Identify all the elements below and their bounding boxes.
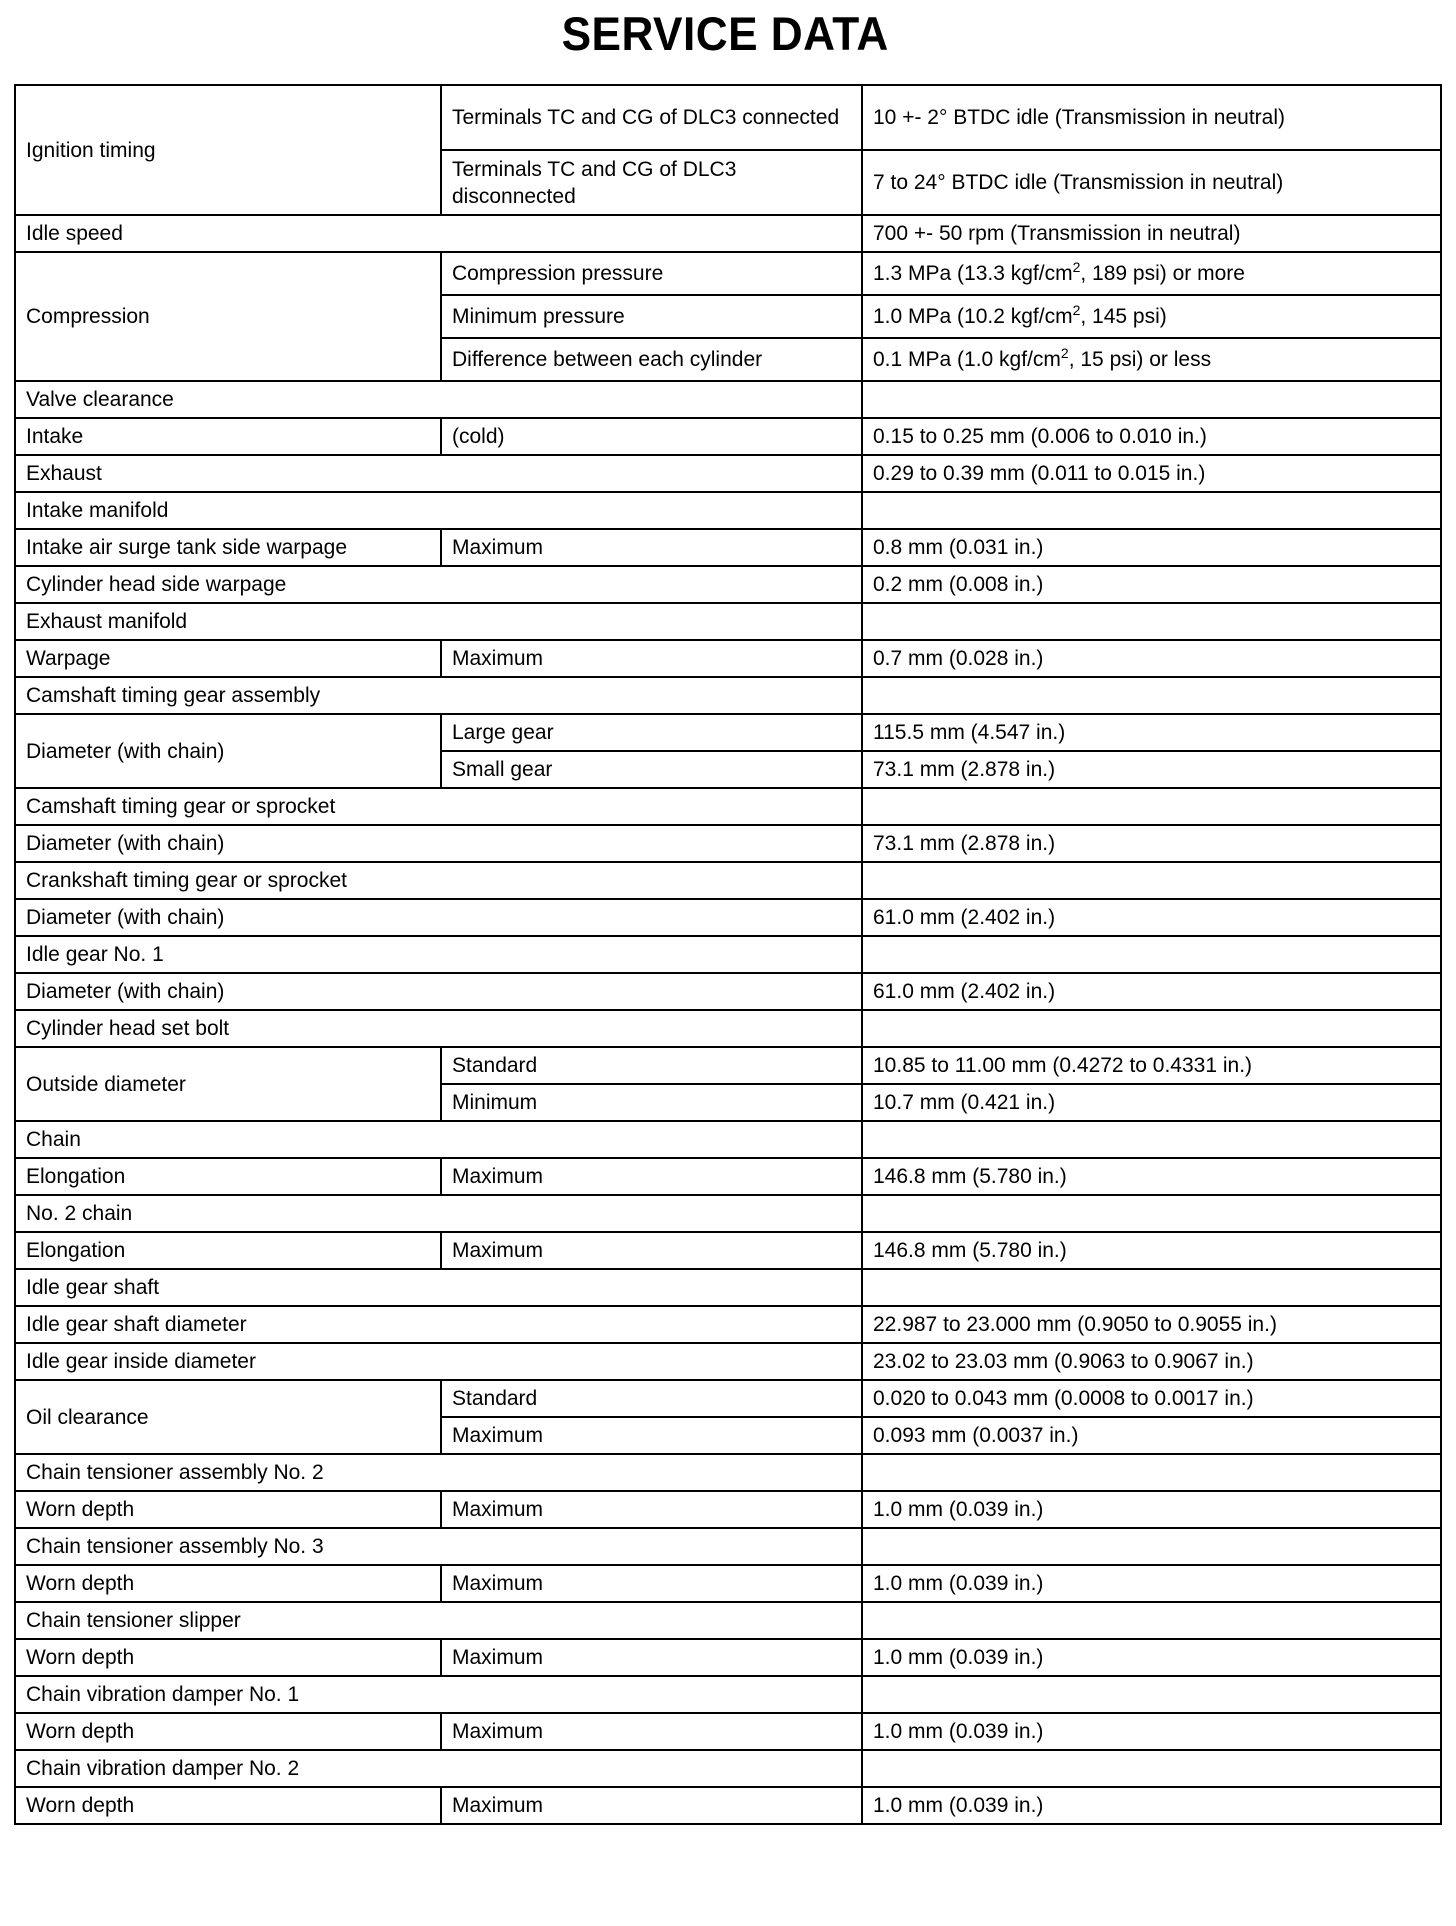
value-text: , 189 psi) or more <box>1080 262 1245 285</box>
row-label: Compression <box>15 252 441 381</box>
table-row <box>15 1232 1441 1269</box>
row-condition: Maximum <box>441 1565 862 1602</box>
table-row <box>15 1676 1441 1713</box>
row-condition: Difference between each cylinder <box>441 338 862 381</box>
row-value: 0.15 to 0.25 mm (0.006 to 0.010 in.) <box>862 418 1441 455</box>
row-value <box>862 338 1441 381</box>
table-row <box>15 1491 1441 1528</box>
superscript: 2 <box>1072 302 1081 318</box>
row-value: 0.093 mm (0.0037 in.) <box>862 1417 1441 1454</box>
section-heading: No. 2 chain <box>15 1195 862 1232</box>
row-value: 61.0 mm (2.402 in.) <box>862 973 1441 1010</box>
table-row <box>15 640 1441 677</box>
row-label: Cylinder head side warpage <box>15 566 862 603</box>
table-row <box>15 1454 1441 1491</box>
table-row <box>15 936 1441 973</box>
row-value: 1.0 mm (0.039 in.) <box>862 1639 1441 1676</box>
section-heading: Crankshaft timing gear or sprocket <box>15 862 862 899</box>
table-row <box>15 1010 1441 1047</box>
row-value <box>862 1121 1441 1158</box>
row-value: 1.0 mm (0.039 in.) <box>862 1713 1441 1750</box>
row-label: Elongation <box>15 1158 441 1195</box>
table-row <box>15 1343 1441 1380</box>
table-row <box>15 1158 1441 1195</box>
section-heading: Chain tensioner assembly No. 2 <box>15 1454 862 1491</box>
row-value: 22.987 to 23.000 mm (0.9050 to 0.9055 in.) <box>862 1306 1441 1343</box>
row-value: 10.85 to 11.00 mm (0.4272 to 0.4331 in.) <box>862 1047 1441 1084</box>
row-value <box>862 1195 1441 1232</box>
section-heading: Chain vibration damper No. 2 <box>15 1750 862 1787</box>
row-label: Worn depth <box>15 1565 441 1602</box>
row-condition: Large gear <box>441 714 862 751</box>
row-value <box>862 1676 1441 1713</box>
row-value <box>862 1750 1441 1787</box>
section-heading: Chain tensioner slipper <box>15 1602 862 1639</box>
table-row <box>15 825 1441 862</box>
superscript: 2 <box>1060 345 1069 361</box>
table-row <box>15 252 1441 295</box>
section-heading: Chain vibration damper No. 1 <box>15 1676 862 1713</box>
row-label: Idle gear inside diameter <box>15 1343 862 1380</box>
table-row <box>15 381 1441 418</box>
table-row <box>15 1306 1441 1343</box>
row-value: 10 +- 2° BTDC idle (Transmission in neutral) <box>862 85 1441 150</box>
table-row <box>15 1602 1441 1639</box>
row-condition: Maximum <box>441 529 862 566</box>
table-row <box>15 1380 1441 1417</box>
row-label: Diameter (with chain) <box>15 973 862 1010</box>
row-value <box>862 1602 1441 1639</box>
row-condition: Maximum <box>441 1417 862 1454</box>
table-row <box>15 492 1441 529</box>
table-row <box>15 1750 1441 1787</box>
row-condition: Minimum pressure <box>441 295 862 338</box>
table-row <box>15 1787 1441 1824</box>
table-row <box>15 1565 1441 1602</box>
table-row <box>15 1121 1441 1158</box>
row-condition: Compression pressure <box>441 252 862 295</box>
row-value <box>862 862 1441 899</box>
table-row <box>15 1639 1441 1676</box>
row-label: Oil clearance <box>15 1380 441 1454</box>
section-heading: Valve clearance <box>15 381 862 418</box>
row-condition: Maximum <box>441 1158 862 1195</box>
row-value: 0.020 to 0.043 mm (0.0008 to 0.0017 in.) <box>862 1380 1441 1417</box>
row-label: Outside diameter <box>15 1047 441 1121</box>
row-value <box>862 1454 1441 1491</box>
row-condition: Terminals TC and CG of DLC3 disconnected <box>441 150 862 215</box>
table-row <box>15 714 1441 751</box>
row-value <box>862 252 1441 295</box>
row-condition: Maximum <box>441 1639 862 1676</box>
section-heading: Camshaft timing gear assembly <box>15 677 862 714</box>
row-value: 146.8 mm (5.780 in.) <box>862 1232 1441 1269</box>
row-label: Diameter (with chain) <box>15 714 441 788</box>
row-value: 0.7 mm (0.028 in.) <box>862 640 1441 677</box>
row-value: 146.8 mm (5.780 in.) <box>862 1158 1441 1195</box>
row-value: 0.8 mm (0.031 in.) <box>862 529 1441 566</box>
table-row <box>15 788 1441 825</box>
value-text: , 145 psi) <box>1080 305 1167 328</box>
table-row <box>15 85 1441 150</box>
table-row <box>15 677 1441 714</box>
value-text: 1.3 MPa (13.3 kgf/cm <box>873 262 1073 285</box>
page-title: SERVICE DATA <box>561 7 889 60</box>
row-label: Ignition timing <box>15 85 441 215</box>
table-row <box>15 529 1441 566</box>
table-row <box>15 455 1441 492</box>
row-label: Intake air surge tank side warpage <box>15 529 441 566</box>
row-label: Idle gear shaft diameter <box>15 1306 862 1343</box>
row-label: Worn depth <box>15 1491 441 1528</box>
row-condition: Standard <box>441 1047 862 1084</box>
row-condition: Terminals TC and CG of DLC3 connected <box>441 85 862 150</box>
row-value: 10.7 mm (0.421 in.) <box>862 1084 1441 1121</box>
row-value: 7 to 24° BTDC idle (Transmission in neutral) <box>862 150 1441 215</box>
value-text: , 15 psi) or less <box>1068 348 1212 371</box>
section-heading: Idle gear No. 1 <box>15 936 862 973</box>
table-row <box>15 1269 1441 1306</box>
table-row <box>15 603 1441 640</box>
row-condition: Maximum <box>441 1491 862 1528</box>
row-value: 1.0 mm (0.039 in.) <box>862 1787 1441 1824</box>
row-value: 23.02 to 23.03 mm (0.9063 to 0.9067 in.) <box>862 1343 1441 1380</box>
row-value <box>862 1269 1441 1306</box>
table-row <box>15 1713 1441 1750</box>
row-label: Intake <box>15 418 441 455</box>
row-value <box>862 492 1441 529</box>
row-label: Warpage <box>15 640 441 677</box>
row-label: Elongation <box>15 1232 441 1269</box>
section-heading: Intake manifold <box>15 492 862 529</box>
row-condition: Maximum <box>441 640 862 677</box>
table-row <box>15 1047 1441 1084</box>
row-value <box>862 936 1441 973</box>
row-value <box>862 677 1441 714</box>
row-label: Diameter (with chain) <box>15 825 862 862</box>
section-heading: Exhaust manifold <box>15 603 862 640</box>
row-value: 0.29 to 0.39 mm (0.011 to 0.015 in.) <box>862 455 1441 492</box>
table-row <box>15 899 1441 936</box>
table-row <box>15 566 1441 603</box>
table-row <box>15 418 1441 455</box>
row-value: 61.0 mm (2.402 in.) <box>862 899 1441 936</box>
row-value <box>862 381 1441 418</box>
row-condition: Small gear <box>441 751 862 788</box>
row-condition: Maximum <box>441 1787 862 1824</box>
row-condition: Maximum <box>441 1232 862 1269</box>
table-row <box>15 973 1441 1010</box>
row-condition: (cold) <box>441 418 862 455</box>
row-value <box>862 1528 1441 1565</box>
section-heading: Chain tensioner assembly No. 3 <box>15 1528 862 1565</box>
row-condition: Maximum <box>441 1713 862 1750</box>
row-value: 700 +- 50 rpm (Transmission in neutral) <box>862 215 1441 252</box>
service-data-table <box>14 84 1442 1825</box>
value-text: 1.0 MPa (10.2 kgf/cm <box>873 305 1073 328</box>
row-value <box>862 1010 1441 1047</box>
row-value <box>862 603 1441 640</box>
row-value <box>862 788 1441 825</box>
row-value <box>862 295 1441 338</box>
table-row <box>15 215 1441 252</box>
section-heading: Camshaft timing gear or sprocket <box>15 788 862 825</box>
section-heading: Cylinder head set bolt <box>15 1010 862 1047</box>
table-row <box>15 862 1441 899</box>
superscript: 2 <box>1072 259 1081 275</box>
row-label: Worn depth <box>15 1713 441 1750</box>
row-condition: Standard <box>441 1380 862 1417</box>
table-row <box>15 1528 1441 1565</box>
value-text: 0.1 MPa (1.0 kgf/cm <box>873 348 1061 371</box>
row-value: 1.0 mm (0.039 in.) <box>862 1491 1441 1528</box>
row-value: 73.1 mm (2.878 in.) <box>862 751 1441 788</box>
section-heading: Idle gear shaft <box>15 1269 862 1306</box>
row-value: 73.1 mm (2.878 in.) <box>862 825 1441 862</box>
row-label: Worn depth <box>15 1639 441 1676</box>
row-value: 115.5 mm (4.547 in.) <box>862 714 1441 751</box>
row-label: Worn depth <box>15 1787 441 1824</box>
row-label: Diameter (with chain) <box>15 899 862 936</box>
table-row <box>15 1195 1441 1232</box>
row-label: Exhaust <box>15 455 862 492</box>
row-value: 0.2 mm (0.008 in.) <box>862 566 1441 603</box>
row-condition: Minimum <box>441 1084 862 1121</box>
section-heading: Chain <box>15 1121 862 1158</box>
row-value: 1.0 mm (0.039 in.) <box>862 1565 1441 1602</box>
row-label: Idle speed <box>15 215 862 252</box>
